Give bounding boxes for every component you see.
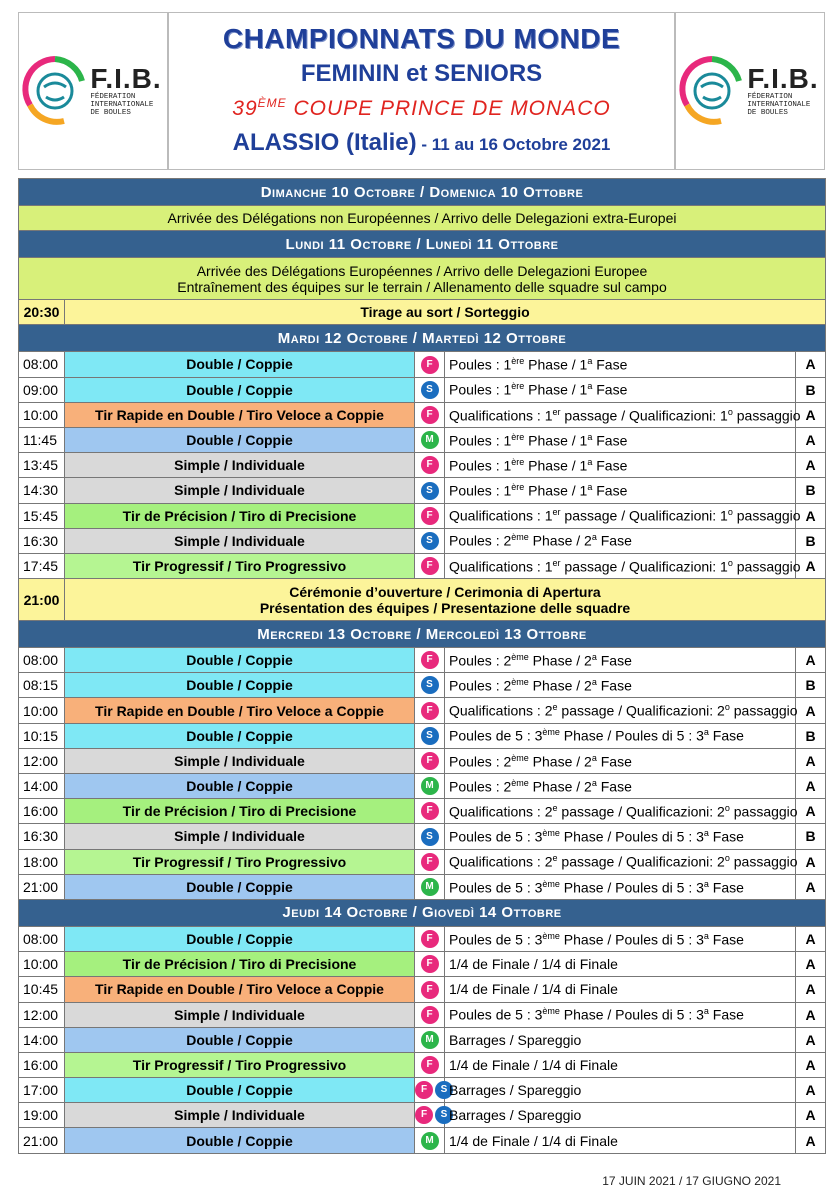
event-cell: Double / Coppie — [65, 427, 415, 452]
table-row — [19, 748, 826, 773]
group-cell: A — [796, 1027, 826, 1052]
title-box — [168, 12, 675, 170]
group-cell: B — [796, 377, 826, 402]
boule-logo-icon — [681, 51, 743, 131]
group-cell: A — [796, 774, 826, 799]
time-cell: 12:00 — [19, 1002, 65, 1027]
event-cell: Tir Progressif / Tiro Progressivo — [65, 849, 415, 874]
group-cell: B — [796, 824, 826, 849]
event-cell: Double / Coppie — [65, 648, 415, 673]
table-row — [19, 1103, 826, 1128]
phase-cell: Poules de 5 : 3ème Phase / Poules di 5 : 3$^a$ Fase — [445, 723, 796, 748]
phase-cell: Barrages / Spareggio — [445, 1078, 796, 1103]
group-cell: A — [796, 698, 826, 723]
event-cell: Double / Coppie — [65, 352, 415, 377]
time-cell: 13:45 — [19, 453, 65, 478]
phase-cell: Qualifications : 2e passage / Qualificazioni: 2$^o$ passaggio — [445, 698, 796, 723]
group-cell: A — [796, 427, 826, 452]
event-cell: Double / Coppie — [65, 874, 415, 899]
category-badge: F — [421, 1006, 439, 1024]
category-cell — [415, 1128, 445, 1153]
group-cell: B — [796, 478, 826, 503]
category-badge: F — [421, 981, 439, 999]
category-cell — [415, 377, 445, 402]
category-badge: F — [421, 1056, 439, 1074]
event-cell: Simple / Individuale — [65, 478, 415, 503]
event-cell: Tir Rapide en Double / Tiro Veloce a Coppie — [65, 977, 415, 1002]
table-row — [19, 874, 826, 899]
note-row: Arrivée des Délégations non Européennes / Arrivo delle Delegazioni extra-Europei — [19, 206, 826, 231]
table-row — [19, 1052, 826, 1077]
time-cell: 16:30 — [19, 528, 65, 553]
time-cell: 14:00 — [19, 1027, 65, 1052]
time-cell: 16:00 — [19, 1052, 65, 1077]
category-badge: F — [421, 802, 439, 820]
group-cell: A — [796, 648, 826, 673]
event-row-ceremonie: 21:00 Cérémonie d’ouverture / Cerimonia di Apertura Présentation des équipes / Presentazione delle squadre — [19, 579, 826, 621]
time-cell: 12:00 — [19, 748, 65, 773]
title-location-dates: ALASSIO (Italie) - 11 au 16 Octobre 2021 — [232, 129, 611, 156]
table-row — [19, 977, 826, 1002]
group-cell: A — [796, 453, 826, 478]
category-cell — [415, 478, 445, 503]
table-row — [19, 1078, 826, 1103]
time-cell: 08:00 — [19, 352, 65, 377]
title-coupe: 39ÈME COUPE PRINCE DE MONACO — [232, 96, 611, 120]
category-cell — [415, 1052, 445, 1077]
event-cell: Tir de Précision / Tiro di Precisione — [65, 799, 415, 824]
category-cell — [415, 698, 445, 723]
category-badge: S — [421, 828, 439, 846]
time-cell: 14:00 — [19, 774, 65, 799]
event-cell: Double / Coppie — [65, 377, 415, 402]
category-cell — [415, 977, 445, 1002]
group-cell: A — [796, 977, 826, 1002]
category-cell — [415, 799, 445, 824]
time-cell: 08:00 — [19, 648, 65, 673]
table-row — [19, 1128, 826, 1153]
day-header: Mercredi 13 Octobre / Mercoledì 13 Ottobre — [19, 621, 826, 648]
table-row — [19, 926, 826, 951]
table-row — [19, 673, 826, 698]
table-row — [19, 478, 826, 503]
phase-cell: Poules : 2ème Phase / 2$^a$ Fase — [445, 748, 796, 773]
fib-logo-subtitle: FÉDERATION INTERNATIONALE DE BOULES — [90, 93, 154, 117]
category-cell — [415, 874, 445, 899]
table-row — [19, 453, 826, 478]
group-cell: B — [796, 528, 826, 553]
table-row — [19, 503, 826, 528]
phase-cell: 1/4 de Finale / 1/4 di Finale — [445, 1128, 796, 1153]
time-cell: 17:00 — [19, 1078, 65, 1103]
group-cell: A — [796, 352, 826, 377]
category-cell — [415, 528, 445, 553]
table-row — [19, 402, 826, 427]
group-cell: A — [796, 799, 826, 824]
time-cell: 08:00 — [19, 926, 65, 951]
footer-date: 17 JUIN 2021 / 17 GIUGNO 2021 — [602, 1174, 781, 1188]
category-cell — [415, 1002, 445, 1027]
table-row — [19, 774, 826, 799]
time-cell: 18:00 — [19, 849, 65, 874]
day-header: Mardi 12 Octobre / Martedì 12 Ottobre — [19, 325, 826, 352]
table-row — [19, 528, 826, 553]
title-championnats: CHAMPIONNATS DU MONDE — [222, 23, 621, 54]
category-badge: S — [421, 482, 439, 500]
logo-right-box — [675, 12, 825, 170]
event-cell: Double / Coppie — [65, 774, 415, 799]
table-row — [19, 698, 826, 723]
group-cell: B — [796, 723, 826, 748]
category-badge: F — [421, 702, 439, 720]
event-cell: Double / Coppie — [65, 673, 415, 698]
time-cell: 21:00 — [19, 1128, 65, 1153]
category-badge: F — [421, 557, 439, 575]
fib-logo-title: F.I.B. — [747, 63, 819, 94]
phase-cell: 1/4 de Finale / 1/4 di Finale — [445, 977, 796, 1002]
group-cell: A — [796, 1052, 826, 1077]
phase-cell: Qualifications : 1er passage / Qualificazioni: 1$^o$ passaggio — [445, 553, 796, 578]
group-cell: A — [796, 926, 826, 951]
phase-cell: Qualifications : 2e passage / Qualificazioni: 2$^o$ passaggio — [445, 849, 796, 874]
category-badge: F — [421, 853, 439, 871]
day-header: Jeudi 14 Octobre / Giovedì 14 Ottobre — [19, 899, 826, 926]
group-cell: A — [796, 1128, 826, 1153]
phase-cell: Poules : 2ème Phase / 2$^a$ Fase — [445, 673, 796, 698]
phase-cell: Qualifications : 2e passage / Qualificazioni: 2$^o$ passaggio — [445, 799, 796, 824]
event-cell: Tir de Précision / Tiro di Precisione — [65, 952, 415, 977]
table-row — [19, 648, 826, 673]
table-row — [19, 377, 826, 402]
event-cell: Double / Coppie — [65, 1078, 415, 1103]
category-cell — [415, 648, 445, 673]
category-badge: F — [421, 406, 439, 424]
event-cell: Simple / Individuale — [65, 528, 415, 553]
header — [18, 12, 825, 170]
time-cell: 11:45 — [19, 427, 65, 452]
category-cell — [415, 553, 445, 578]
phase-cell: Poules de 5 : 3ème Phase / Poules di 5 : 3$^a$ Fase — [445, 824, 796, 849]
category-cell — [415, 1078, 448, 1103]
category-cell — [415, 774, 445, 799]
event-cell: Simple / Individuale — [65, 824, 415, 849]
group-cell: A — [796, 748, 826, 773]
phase-cell: Poules de 5 : 3ème Phase / Poules di 5 : 3$^a$ Fase — [445, 874, 796, 899]
event-cell: Tir de Précision / Tiro di Precisione — [65, 503, 415, 528]
category-badge: S — [435, 1106, 453, 1124]
table-row — [19, 427, 826, 452]
event-cell: Double / Coppie — [65, 1027, 415, 1052]
phase-cell: 1/4 de Finale / 1/4 di Finale — [445, 952, 796, 977]
time-cell: 10:00 — [19, 402, 65, 427]
phase-cell: Poules : 1ère Phase / 1$^a$ Fase — [445, 478, 796, 503]
fib-logo-right — [681, 51, 818, 131]
table-row — [19, 824, 826, 849]
fib-logo-title: F.I.B. — [90, 63, 162, 94]
time-cell: 10:15 — [19, 723, 65, 748]
table-row — [19, 352, 826, 377]
time-cell: 10:00 — [19, 952, 65, 977]
category-cell — [415, 824, 445, 849]
event-cell: Double / Coppie — [65, 1128, 415, 1153]
category-cell — [415, 453, 445, 478]
category-cell — [415, 952, 445, 977]
phase-cell: Barrages / Spareggio — [445, 1027, 796, 1052]
category-cell — [415, 402, 445, 427]
category-badge: S — [435, 1081, 453, 1099]
day-header: Lundi 11 Octobre / Lunedì 11 Ottobre — [19, 231, 826, 258]
phase-cell: 1/4 de Finale / 1/4 di Finale — [445, 1052, 796, 1077]
category-badge: M — [421, 878, 439, 896]
day-header: Dimanche 10 Octobre / Domenica 10 Ottobre — [19, 179, 826, 206]
table-row — [19, 952, 826, 977]
category-cell — [415, 1103, 448, 1128]
group-cell: A — [796, 849, 826, 874]
category-badge: M — [421, 777, 439, 795]
event-cell: Double / Coppie — [65, 926, 415, 951]
category-cell — [415, 427, 445, 452]
category-badge: F — [415, 1081, 433, 1099]
group-cell: A — [796, 874, 826, 899]
boule-logo-icon — [24, 51, 86, 131]
category-cell — [415, 673, 445, 698]
group-cell: A — [796, 553, 826, 578]
group-cell: A — [796, 402, 826, 427]
time-cell: 14:30 — [19, 478, 65, 503]
category-badge: F — [415, 1106, 433, 1124]
category-cell — [415, 926, 445, 951]
event-cell: Simple / Individuale — [65, 1103, 415, 1128]
time-cell: 16:00 — [19, 799, 65, 824]
phase-cell: Poules : 2ème Phase / 2$^a$ Fase — [445, 774, 796, 799]
category-badge: S — [421, 381, 439, 399]
category-cell — [415, 849, 445, 874]
time-cell: 17:45 — [19, 553, 65, 578]
phase-cell: Poules : 1ère Phase / 1$^a$ Fase — [445, 377, 796, 402]
time-cell: 19:00 — [19, 1103, 65, 1128]
logo-left-box — [18, 12, 168, 170]
event-cell: Simple / Individuale — [65, 748, 415, 773]
time-cell: 21:00 — [19, 874, 65, 899]
category-badge: M — [421, 431, 439, 449]
table-row — [19, 723, 826, 748]
phase-cell: Poules : 1ère Phase / 1$^a$ Fase — [445, 453, 796, 478]
phase-cell: Qualifications : 1er passage / Qualificazioni: 1$^o$ passaggio — [445, 503, 796, 528]
group-cell: B — [796, 673, 826, 698]
category-badge: F — [421, 752, 439, 770]
event-cell: Tir Progressif / Tiro Progressivo — [65, 1052, 415, 1077]
category-badge: S — [421, 532, 439, 550]
event-cell: Tir Rapide en Double / Tiro Veloce a Coppie — [65, 698, 415, 723]
time-cell: 08:15 — [19, 673, 65, 698]
phase-cell: Poules : 1ère Phase / 1$^a$ Fase — [445, 427, 796, 452]
event-cell: Simple / Individuale — [65, 1002, 415, 1027]
category-cell — [415, 1027, 445, 1052]
table-row — [19, 1002, 826, 1027]
phase-cell: Poules : 2ème Phase / 2$^a$ Fase — [445, 648, 796, 673]
event-row-tirage: 20:30 Tirage au sort / Sorteggio — [19, 300, 826, 325]
category-badge: M — [421, 1132, 439, 1150]
category-cell — [415, 723, 445, 748]
category-badge: M — [421, 1031, 439, 1049]
time-cell: 10:00 — [19, 698, 65, 723]
category-badge: S — [421, 676, 439, 694]
note-row: Arrivée des Délégations Européennes / Arrivo delle Delegazioni Europee Entraînement des équipes sur le terrain / Allenamento delle squadre sul campo — [19, 258, 826, 300]
phase-cell: Poules : 2ème Phase / 2$^a$ Fase — [445, 528, 796, 553]
fib-logo-subtitle: FÉDERATION INTERNATIONALE DE BOULES — [747, 93, 811, 117]
event-cell: Simple / Individuale — [65, 453, 415, 478]
phase-cell: Qualifications : 1er passage / Qualificazioni: 1$^o$ passaggio — [445, 402, 796, 427]
phase-cell: Barrages / Spareggio — [445, 1103, 796, 1128]
event-cell: Tir Rapide en Double / Tiro Veloce a Coppie — [65, 402, 415, 427]
category-cell — [415, 503, 445, 528]
time-cell: 09:00 — [19, 377, 65, 402]
time-cell: 16:30 — [19, 824, 65, 849]
group-cell: A — [796, 1103, 826, 1128]
group-cell: A — [796, 1078, 826, 1103]
group-cell: A — [796, 952, 826, 977]
category-cell — [415, 352, 445, 377]
category-badge: F — [421, 955, 439, 973]
table-row — [19, 1027, 826, 1052]
fib-logo-left — [24, 51, 161, 131]
table-row — [19, 553, 826, 578]
category-badge: F — [421, 356, 439, 374]
group-cell: A — [796, 1002, 826, 1027]
table-row — [19, 799, 826, 824]
schedule-table — [18, 178, 826, 1154]
title-feminin-seniors: FEMININ et SENIORS — [300, 60, 543, 87]
phase-cell: Poules de 5 : 3ème Phase / Poules di 5 : 3$^a$ Fase — [445, 1002, 796, 1027]
event-cell: Tir Progressif / Tiro Progressivo — [65, 553, 415, 578]
time-cell: 10:45 — [19, 977, 65, 1002]
category-cell — [415, 748, 445, 773]
category-badge: F — [421, 930, 439, 948]
category-badge: F — [421, 456, 439, 474]
category-badge: S — [421, 727, 439, 745]
event-cell: Double / Coppie — [65, 723, 415, 748]
phase-cell: Poules de 5 : 3ème Phase / Poules di 5 : 3$^a$ Fase — [445, 926, 796, 951]
phase-cell: Poules : 1ère Phase / 1$^a$ Fase — [445, 352, 796, 377]
category-badge: F — [421, 651, 439, 669]
group-cell: A — [796, 503, 826, 528]
time-cell: 15:45 — [19, 503, 65, 528]
table-row — [19, 849, 826, 874]
category-badge: F — [421, 507, 439, 525]
